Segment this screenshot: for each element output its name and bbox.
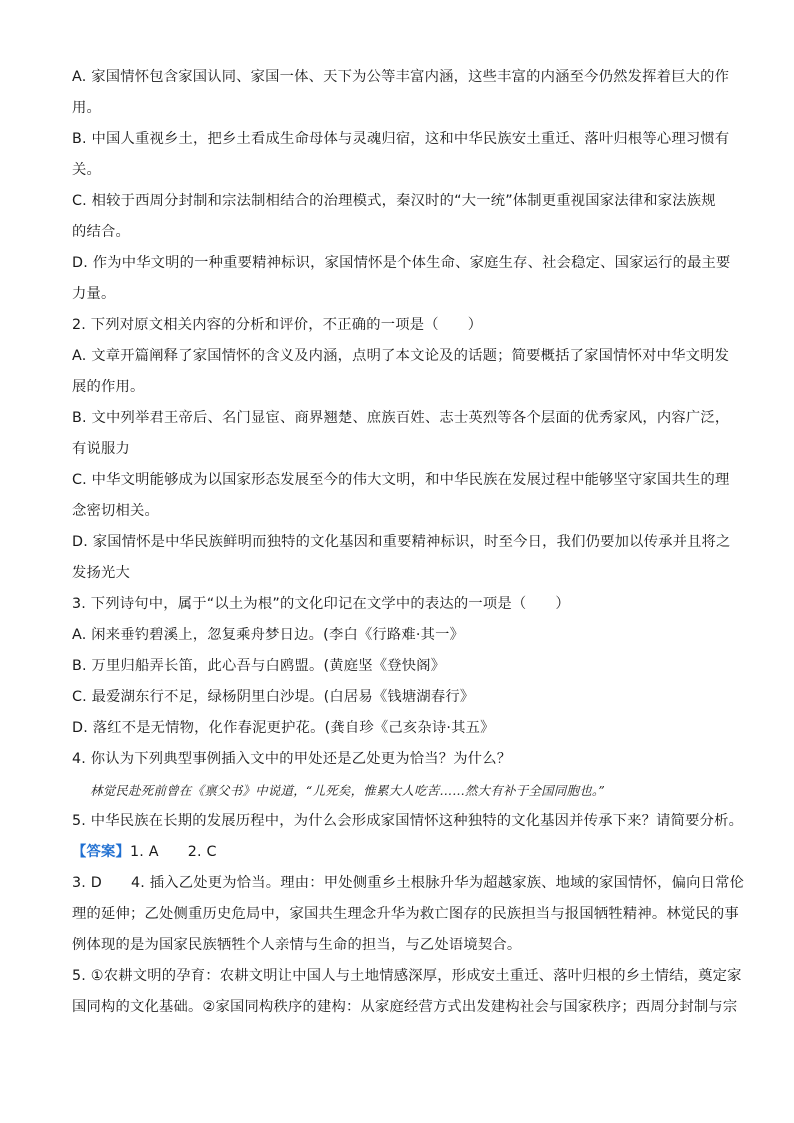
q2-option-d-line-2: 发扬光大 [72,565,130,581]
option-a-line-1: A. 家国情怀包含家国认同、家国一体、天下为公等丰富内涵，这些丰富的内涵至今仍然发挥着巨大的作 [72,69,730,85]
option-b-line-1: B. 中国人重视乡土，把乡土看成生命母体与灵魂归宿，这和中华民族安土重迁、落叶归根等心理习惯有 [72,131,730,147]
question-3: 3. 下列诗句中，属于“以土为根”的文化印记在文学中的表达的一项是（ ） [72,596,570,612]
document-page [72,62,745,1023]
answer-line-3: 理的延伸；乙处侧重历史危局中，家国共生理念升华为救亡图存的民族担当与报国牺牲精神。林觉民的事 [72,906,739,922]
answer-line-4: 例体现的是为国家民族牺牲个人亲情与生命的担当，与乙处语境契合。 [72,937,522,953]
option-c-line-2: 的结合。 [72,224,130,240]
q2-option-a-line-1: A. 文章开篇阐释了家国情怀的含义及内涵，点明了本文论及的话题；简要概括了家国情怀对中华文明发 [72,348,730,364]
option-b-line-2: 关。 [72,162,101,178]
q2-option-d-line-1: D. 家国情怀是中华民族鲜明而独特的文化基因和重要精神标识，时至今日，我们仍要加以传承并且将之 [72,534,731,550]
option-d-line-2: 力量。 [72,286,116,302]
answer-line-2: 3. D 4. 插入乙处更为恰当。理由：甲处侧重乡土根脉升华为超越家族、地域的家国情怀，偏向日常伦 [72,875,745,891]
question-4: 4. 你认为下列典型事例插入文中的甲处还是乙处更为恰当？为什么？ [72,751,512,767]
q3-option-d: D. 落红不是无情物，化作春泥更护花。(龚自珍《己亥杂诗·其五》 [72,720,495,736]
q2-option-b-line-2: 有说服力 [72,441,130,457]
q2-option-a-line-2: 展的作用。 [72,379,145,395]
question-2: 2. 下列对原文相关内容的分析和评价，不正确的一项是（ ） [72,317,483,333]
option-d-line-1: D. 作为中华文明的一种重要精神标识，家国情怀是个体生命、家庭生存、社会稳定、国家运行的最主要 [72,255,731,271]
answer-tag: 【答案】 [72,844,130,860]
q3-option-a: A. 闲来垂钓碧溪上，忽复乘舟梦日边。(李白《行路难·其一》 [72,627,465,643]
q3-option-c: C. 最爱湖东行不足，绿杨阴里白沙堤。(白居易《钱塘湖春行》 [72,689,475,705]
option-c-line-1: C. 相较于西周分封制和宗法制相结合的治理模式，秦汉时的“大一统”体制更重视国家法律和家法族规 [72,193,716,209]
answer-line-5: 5. ①农耕文明的孕育：农耕文明让中国人与土地情感深厚，形成安土重迁、落叶归根的乡土情结，奠定家 [72,968,742,984]
q2-option-c-line-1: C. 中华文明能够成为以国家形态发展至今的伟大文明，和中华民族在发展过程中能够坚守家国共生的理 [72,472,730,488]
answer-line-6: 国同构的文化基础。②家国同构秩序的建构：从家庭经营方式出发建构社会与国家秩序；西周分封制与宗 [72,999,738,1015]
q4-quote: 林觉民赴死前曾在《禀父书》中说道，“儿死矣，惟累大人吃苦……然大有补于全国同胞也。” [90,783,605,798]
answer-line-1 [72,837,732,868]
q2-option-c-line-2: 念密切相关。 [72,503,159,519]
q2-option-b-line-1: B. 文中列举君王帝后、名门显宦、商界翘楚、庶族百姓、志士英烈等各个层面的优秀家风，内容广泛， [72,410,730,426]
question-5: 5. 中华民族在长期的发展历程中，为什么会形成家国情怀这种独特的文化基因并传承下来？请简要分析。 [72,813,744,829]
q3-option-b: B. 万里归船弄长笛，此心吾与白鸥盟。(黄庭坚《登快阁》 [72,658,446,674]
option-a-line-2: 用。 [72,100,101,116]
answer-1-2: 1. A 2. C [130,844,217,860]
